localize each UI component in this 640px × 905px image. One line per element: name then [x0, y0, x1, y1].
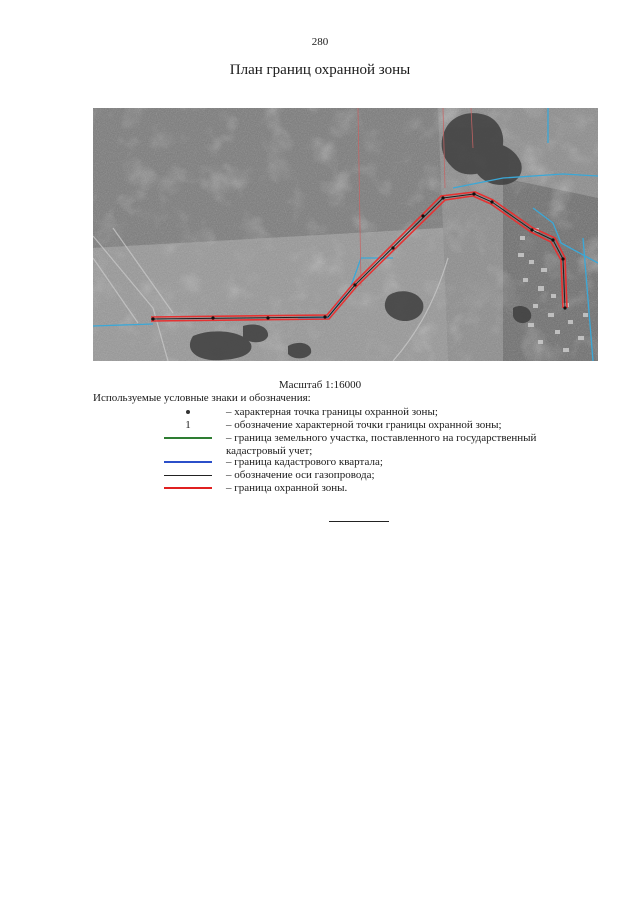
point-symbol-icon — [186, 410, 190, 414]
legend-item-label: – характерная точка границы охранной зоны; — [226, 406, 438, 418]
legend-item-label: – граница земельного участка, поставленного на государственный кадастровый учет; — [226, 432, 537, 457]
page-number: 280 — [311, 36, 329, 48]
legend-item-label: – граница охранной зоны. — [226, 482, 348, 494]
legend-item-label: – обозначение оси газопровода; — [226, 469, 375, 481]
blue-line-icon — [164, 461, 212, 463]
page-title: План границ охранной зоны — [229, 62, 411, 78]
point-number-symbol: 1 — [185, 419, 191, 431]
red-line-icon — [164, 487, 212, 489]
legend-item-label: – обозначение характерной точки границы охранной зоны; — [226, 419, 502, 431]
legend-heading: Используемые условные знаки и обозначения: — [93, 392, 311, 404]
green-line-icon — [164, 437, 212, 439]
closing-rule — [329, 521, 389, 522]
protection-zone-map — [93, 108, 598, 361]
map-scale-label: Масштаб 1:16000 — [278, 379, 362, 391]
black-line-icon — [164, 475, 212, 476]
legend-item-label: – граница кадастрового квартала; — [226, 456, 383, 468]
